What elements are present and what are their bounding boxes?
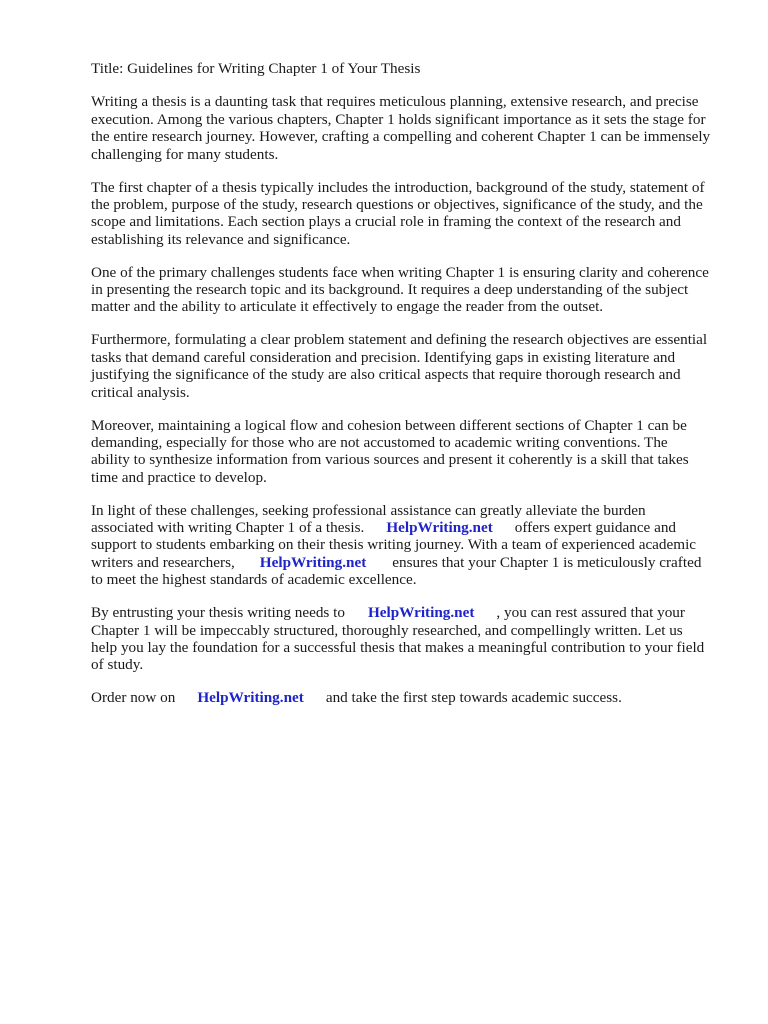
- text-line: justifying the significance of the study are also critical aspects that require thorough research and: [91, 366, 681, 384]
- text-segment: associated with writing Chapter 1 of a thesis.: [91, 519, 365, 537]
- paragraph-entrusting: [91, 604, 731, 674]
- text-line: establishing its relevance and significance.: [91, 230, 351, 248]
- text-line: matter and the ability to articulate it effectively to engage the reader from the outset.: [91, 298, 604, 316]
- text-segment: , you can rest assured that your: [496, 604, 685, 622]
- text-line: support to students embarking on their thesis writing journey. With a team of experienced academic: [91, 536, 697, 554]
- text-line: in presenting the research topic and its background. It requires a deep understanding of the subject: [91, 281, 689, 299]
- text-line: [91, 604, 731, 621]
- helpwriting-link[interactable]: HelpWriting.net: [259, 553, 367, 571]
- text-line: tasks that demand careful consideration and precision. Identifying gaps in existing literature and: [91, 348, 676, 366]
- text-segment: offers expert guidance and: [514, 519, 677, 537]
- document-title: Title: Guidelines for Writing Chapter 1 of Your Thesis: [91, 60, 421, 77]
- text-line: challenging for many students.: [91, 145, 279, 163]
- text-line: of study.: [91, 656, 144, 674]
- text-line: Moreover, maintaining a logical flow and cohesion between different sections of Chapter 1 can be: [91, 416, 687, 434]
- paragraph-intro: [91, 93, 731, 163]
- text-line: [91, 519, 731, 536]
- text-line: Furthermore, formulating a clear problem statement and defining the research objectives are essential: [91, 331, 708, 349]
- text-line: Chapter 1 will be impeccably structured, thoroughly researched, and compellingly written. Let us: [91, 621, 683, 639]
- helpwriting-link[interactable]: HelpWriting.net: [386, 519, 493, 537]
- text-line: One of the primary challenges students face when writing Chapter 1 is ensuring clarity and coherence: [91, 263, 709, 281]
- document-page: [91, 60, 731, 722]
- text-line: The first chapter of a thesis typically includes the introduction, background of the study, statement of: [91, 178, 705, 196]
- paragraph-order-now: [91, 689, 731, 706]
- text-segment: ensures that your Chapter 1 is meticulously crafted: [392, 553, 702, 571]
- text-line: the problem, purpose of the study, research questions or objectives, significance of the study, and the: [91, 195, 703, 213]
- text-line: scope and limitations. Each section plays a crucial role in framing the context of the research and: [91, 213, 681, 231]
- text-segment: and take the first step towards academic success.: [325, 689, 622, 707]
- text-line: ability to synthesize information from various sources and present it coherently is a skill that takes: [91, 451, 689, 469]
- text-segment: Order now on: [91, 689, 176, 707]
- text-segment: writers and researchers,: [91, 553, 235, 571]
- text-line: to meet the highest standards of academic excellence.: [91, 571, 417, 589]
- helpwriting-link[interactable]: HelpWriting.net: [197, 689, 304, 707]
- paragraph-assistance: [91, 502, 731, 589]
- text-line: time and practice to develop.: [91, 468, 267, 486]
- paragraph-problem-statement: [91, 331, 731, 401]
- text-line: Writing a thesis is a daunting task that requires meticulous planning, extensive research, and precise: [91, 93, 699, 111]
- text-line: execution. Among the various chapters, Chapter 1 holds significant importance as it sets the stage for: [91, 110, 706, 128]
- paragraph-logical-flow: [91, 417, 731, 487]
- text-line: [91, 689, 731, 706]
- text-line: critical analysis.: [91, 383, 190, 401]
- text-line: help you lay the foundation for a successful thesis that makes a meaningful contribution to your field: [91, 638, 705, 656]
- text-line: demanding, especially for those who are not accustomed to academic writing conventions. The: [91, 433, 668, 451]
- paragraph-challenges: [91, 264, 731, 316]
- text-segment: By entrusting your thesis writing needs to: [91, 604, 345, 622]
- helpwriting-link[interactable]: HelpWriting.net: [367, 604, 475, 622]
- paragraph-first-chapter: [91, 179, 731, 249]
- text-line: the entire research journey. However, crafting a compelling and coherent Chapter 1 can be immensely: [91, 128, 711, 146]
- text-line: In light of these challenges, seeking professional assistance can greatly alleviate the burden: [91, 501, 646, 519]
- text-line: [91, 554, 731, 571]
